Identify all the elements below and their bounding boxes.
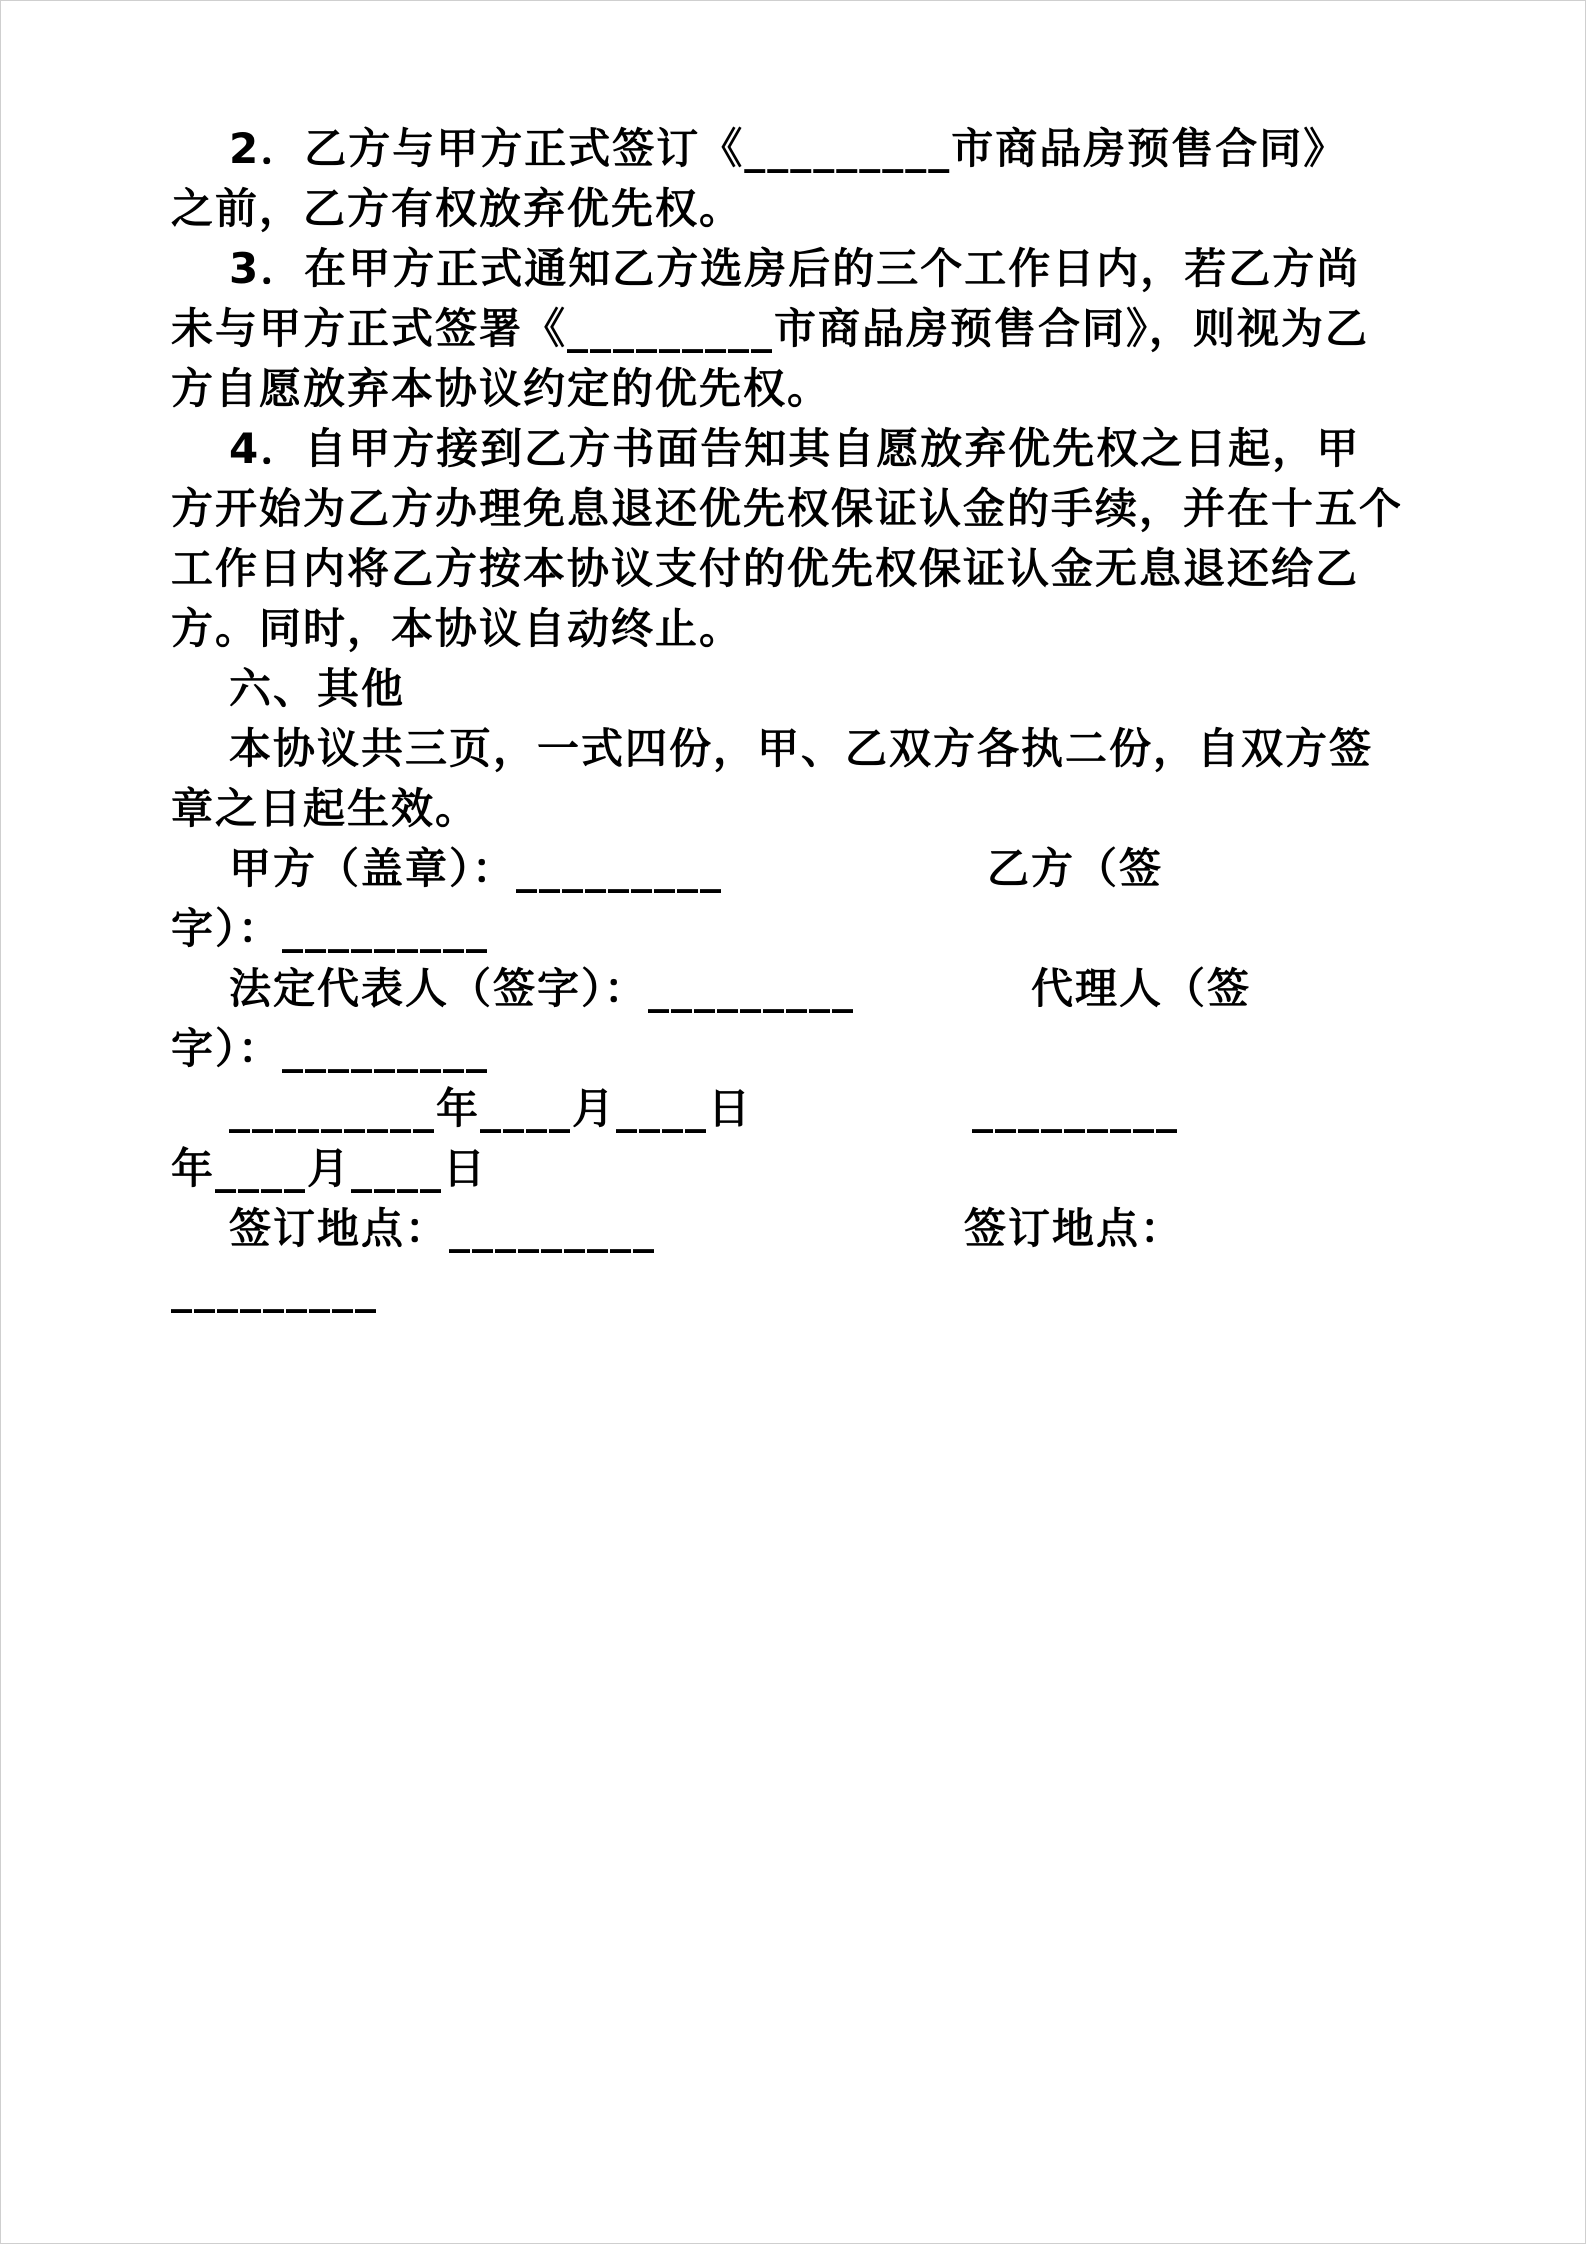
signing-place-blank-wrap-line: _________	[171, 1264, 378, 1313]
text-line: 本协议共三页，一式四份，甲、乙双方各执二份，自双方签	[229, 724, 1374, 773]
legal-rep-agent-sign-line: 法定代表人（签字）：_________ 代理人（签	[229, 964, 1252, 1013]
clause-4	[171, 419, 1425, 659]
date-blank-line: _________年____月____日 _________	[229, 1084, 1180, 1133]
text-line: 4．自甲方接到乙方书面告知其自愿放弃优先权之日起，甲	[229, 424, 1361, 473]
text-line: 方开始为乙方办理免息退还优先权保证认金的手续，并在十五个	[171, 484, 1404, 533]
text-line: 工作日内将乙方按本协议支付的优先权保证认金无息退还给乙	[171, 544, 1360, 593]
signing-place-line	[171, 1199, 1425, 1319]
date-blank-wrap-line: 年____月____日	[171, 1144, 488, 1193]
text-line: 方自愿放弃本协议约定的优先权。	[171, 364, 832, 413]
section-other-heading	[171, 659, 1425, 719]
text-line: 3．在甲方正式通知乙方选房后的三个工作日内，若乙方尚	[229, 244, 1361, 293]
signature-party-line	[171, 839, 1425, 959]
text-line: 方。同时，本协议自动终止。	[171, 604, 744, 653]
clause-2	[171, 119, 1425, 239]
effectiveness-clause	[171, 719, 1425, 839]
signing-place-blank-line: 签订地点：_________ 签订地点：	[229, 1204, 1185, 1253]
section-heading-text: 六、其他	[229, 664, 406, 713]
party-b-sign-wrap-line: 字）：_________	[171, 904, 490, 953]
clause-3	[171, 239, 1425, 419]
text-line: 之前，乙方有权放弃优先权。	[171, 184, 744, 233]
agent-sign-wrap-line: 字）：_________	[171, 1024, 490, 1073]
party-a-seal-party-b-sign-line: 甲方（盖章）：_________ 乙方（签	[229, 844, 1164, 893]
legal-rep-line	[171, 959, 1425, 1079]
text-line: 未与甲方正式签署《_________市商品房预售合同》，则视为乙	[171, 304, 1370, 353]
text-line: 章之日起生效。	[171, 784, 480, 833]
text-line: 2．乙方与甲方正式签订《_________市商品房预售合同》	[229, 124, 1348, 173]
date-line	[171, 1079, 1425, 1199]
